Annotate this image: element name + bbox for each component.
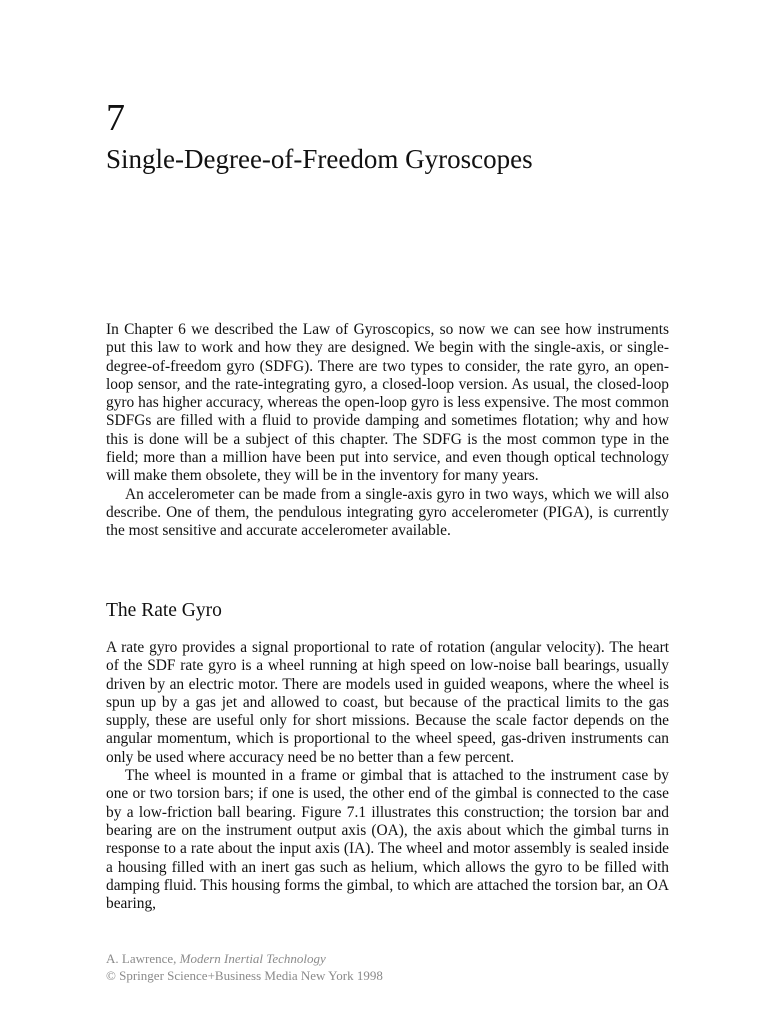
section-text xyxy=(106,639,669,913)
intro-paragraph-2: An accelerometer can be made from a single-axis gyro in two ways, which we will also describe. One of them, the pendulous integrating gyro accelerometer (PIGA), is currently the most sensitive and accurate accelerometer available. xyxy=(106,485,669,540)
footer-author: A. Lawrence, xyxy=(106,951,180,966)
section-paragraph-1: A rate gyro provides a signal proportional to rate of rotation (angular velocity). The heart of the SDF rate gyro is a wheel running at high speed on low-noise ball bearings, usually driven by an electric motor. There are models used in guided weapons, where the wheel is spun up by a gas jet and allowed to coast, but because of the practical limits to the gas supply, these are useful only for short missions. Because the scale factor depends on the angular momentum, which is proportional to the wheel speed, gas-driven instruments can only be used where accuracy need be no better than a few percent. xyxy=(106,639,669,766)
footer-book-title: Modern Inertial Technology xyxy=(179,951,326,966)
section-paragraph-2: The wheel is mounted in a frame or gimbal that is attached to the instrument case by one or two torsion bars; if one is used, the other end of the gimbal is connected to the case by a low-friction ball bearing. Figure 7.1 illustrates this construction; the torsion bar and bearing are on the instrument output axis (OA), the axis about which the gimbal turns in response to a rate about the input axis (IA). The wheel and motor assembly is sealed inside a housing filled with an inert gas such as helium, which allows the gyro to be filled with damping fluid. This housing forms the gimbal, to which are attached the torsion bar, an OA bearing, xyxy=(106,767,669,913)
intro-text xyxy=(106,321,669,541)
chapter-number: 7 xyxy=(106,97,125,139)
citation-line xyxy=(106,950,383,967)
section-heading: The Rate Gyro xyxy=(106,600,222,621)
intro-paragraph-1: In Chapter 6 we described the Law of Gyroscopics, so now we can see how instruments put this law to work and how they are designed. We begin with the single-axis, or single-degree-of-freedom gyro (SDFG). There are two types to consider, the rate gyro, an open-loop sensor, and the rate-integrating gyro, a closed-loop version. As usual, the closed-loop gyro has higher accuracy, whereas the open-loop gyro is less expensive. The most common SDFGs are filled with a fluid to provide damping and sometimes flotation; why and how this is done will be a subject of this chapter. The SDFG is the most common type in the field; more than a million have been put into service, and even though optical technology will make them obsolete, they will be in the inventory for many years. xyxy=(106,321,669,485)
page-footer xyxy=(106,950,383,984)
footer-copyright: © Springer Science+Business Media New York 1998 xyxy=(106,968,383,983)
chapter-title: Single-Degree-of-Freedom Gyroscopes xyxy=(106,144,533,174)
